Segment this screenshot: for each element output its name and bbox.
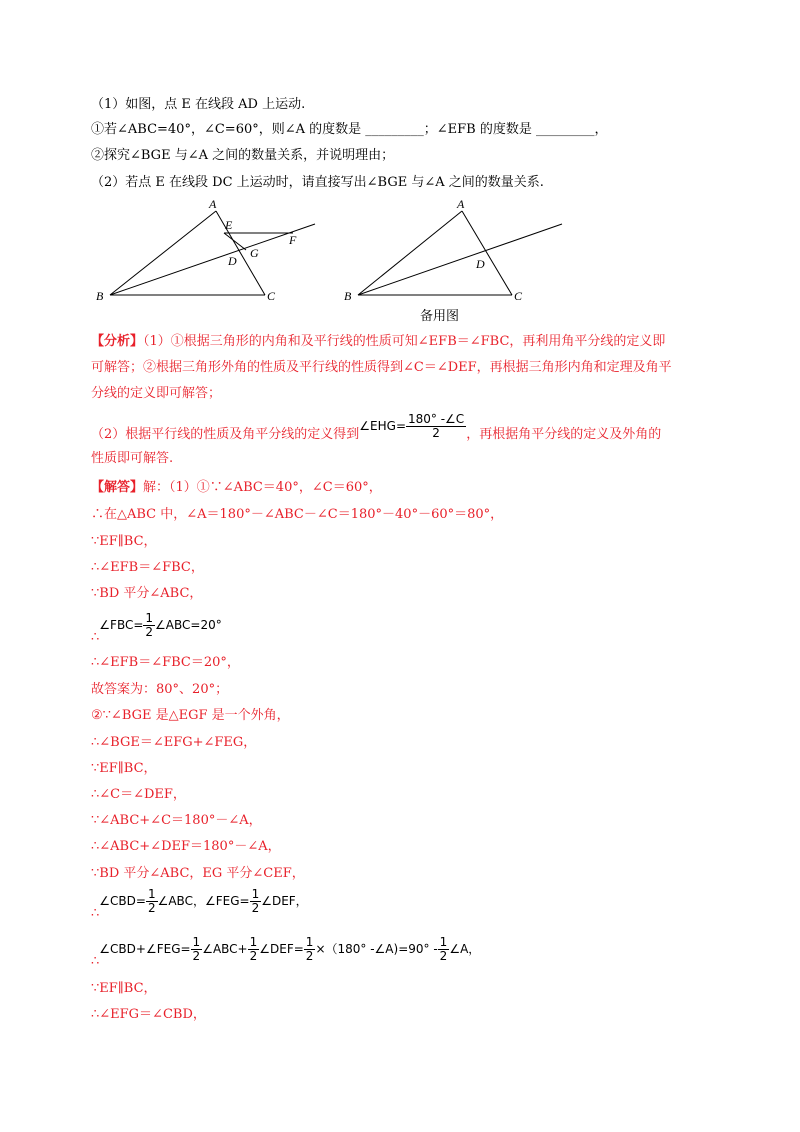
analysis-line-1: 【分析】（1）①根据三角形的内角和及平行线的性质可知∠EFB＝∠FBC，再利用角平分线的定义即 bbox=[91, 334, 666, 349]
figure-2-caption: 备用图 bbox=[420, 308, 460, 323]
solution-line-5: ∵BD 平分∠ABC， bbox=[91, 586, 203, 601]
solution-line-6: ∴∠FBC= $\frac{1}{2}$ ∠ABC=20° bbox=[91, 611, 222, 645]
part2: （2）若点 E 在线段 DC 上运动时，请直接写出∠BGE 与∠A 之间的数量关系. bbox=[91, 175, 544, 190]
solution-line-15: ∵BD 平分∠ABC，EG 平分∠CEF， bbox=[91, 866, 305, 881]
question-2: ②探究∠BGE 与∠A 之间的数量关系，并说明理由； bbox=[91, 148, 395, 163]
part1-intro: （1）如图，点 E 在线段 AD 上运动. bbox=[91, 97, 306, 112]
solution-line-2: ∴在△ABC 中，∠A＝180°－∠ABC－∠C＝180°－40°－60°＝80°， bbox=[91, 507, 504, 522]
segment-AC-2 bbox=[462, 211, 512, 295]
solution-line-12: ∴∠C＝∠DEF， bbox=[91, 787, 186, 802]
line-BD-2 bbox=[358, 224, 562, 295]
solution-line-14: ∴∠ABC+∠DEF＝180°－∠A， bbox=[91, 839, 281, 854]
label-D-2: D bbox=[476, 257, 485, 271]
solution-line-3: ∵EF∥BC， bbox=[91, 534, 157, 549]
label-D: D bbox=[228, 254, 237, 268]
label-C-2: C bbox=[514, 289, 523, 303]
analysis-tag: 【分析】 bbox=[91, 334, 144, 349]
solution-tag: 【解答】 bbox=[91, 480, 144, 495]
label-F: F bbox=[289, 233, 297, 247]
segment-AB bbox=[110, 211, 216, 295]
solution-line-1: 【解答】解：（1）①∵∠ABC＝40°，∠C＝60°， bbox=[91, 480, 382, 495]
analysis-line-5: 性质即可解答. bbox=[91, 451, 174, 466]
solution-line-18: ∵EF∥BC， bbox=[91, 981, 157, 996]
figure-1 bbox=[90, 196, 330, 308]
label-A-2: A bbox=[457, 197, 465, 211]
segment-EG bbox=[224, 233, 246, 250]
analysis-line-4: （2）根据平行线的性质及角平分线的定义得到∠EHG= $\frac{180^\circ -\angle C}{2}$ ，再根据角平分线的定义及外角的 bbox=[91, 412, 662, 442]
analysis-line-2: 可解答；②根据三角形外角的性质及平行线的性质得到∠C＝∠DEF，再根据三角形内角和定理及角平 bbox=[91, 360, 672, 375]
formula-ehg: ∠EHG= $\frac{180^\circ -\angle C}{2}$ bbox=[359, 412, 465, 440]
segment-AB-2 bbox=[358, 211, 462, 295]
label-A: A bbox=[209, 197, 217, 211]
solution-line-4: ∴∠EFB＝∠FBC， bbox=[91, 560, 204, 575]
solution-line-7: ∴∠EFB＝∠FBC＝20°， bbox=[91, 655, 240, 670]
solution-line-17: ∴∠CBD+∠FEG= $\frac{1}{2}$ ∠ABC+ $\frac{1}{2}$ ∠DEF= $\frac{1}{2}$ ×（180° -∠A)=90° - $\frac{1}{2}$ ∠A， bbox=[91, 935, 481, 969]
label-B-2: B bbox=[344, 289, 352, 303]
label-B: B bbox=[96, 289, 104, 303]
solution-line-10: ∴∠BGE＝∠EFG+∠FEG， bbox=[91, 735, 257, 750]
label-C: C bbox=[267, 289, 276, 303]
label-G: G bbox=[250, 246, 259, 260]
analysis-line-3: 分线的定义即可解答； bbox=[91, 386, 222, 401]
label-E: E bbox=[225, 218, 233, 232]
solution-line-11: ∵EF∥BC， bbox=[91, 761, 157, 776]
solution-line-8: 故答案为：80°、20°； bbox=[91, 682, 229, 697]
solution-line-16: ∴∠CBD= $\frac{1}{2}$ ∠ABC，∠FEG= $\frac{1}{2}$ ∠DEF， bbox=[91, 887, 308, 921]
solution-line-19: ∴∠EFG＝∠CBD， bbox=[91, 1007, 206, 1022]
solution-line-9: ②∵∠BGE 是△EGF 是一个外角， bbox=[91, 708, 290, 723]
figure-2 bbox=[340, 196, 580, 326]
question-1: ①若∠ABC=40°，∠C=60°，则∠A 的度数是 _________；∠EFB 的度数是 _________， bbox=[91, 122, 608, 137]
solution-line-13: ∵∠ABC+∠C＝180°－∠A， bbox=[91, 813, 262, 828]
line-BF bbox=[110, 224, 315, 295]
